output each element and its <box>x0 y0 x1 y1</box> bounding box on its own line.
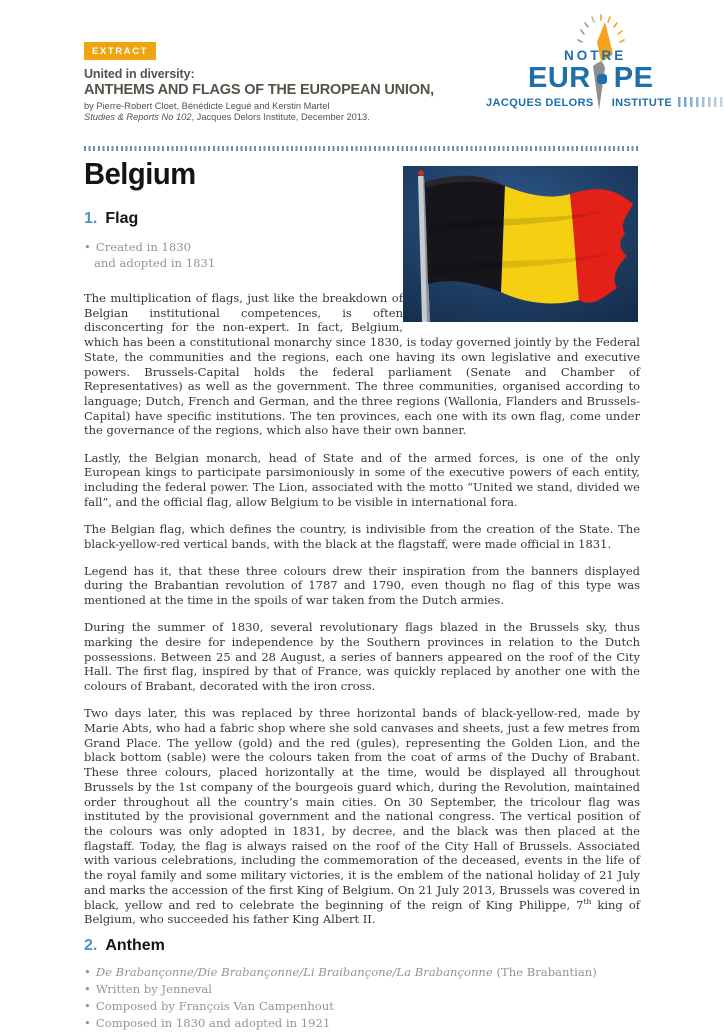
logo-notre-text: NOTRE <box>564 48 627 63</box>
series-rest: , Jacques Delors Institute, December 2013. <box>191 112 370 122</box>
logo-europe-text <box>528 61 653 93</box>
paragraph-6-tail: king of Belgium, who succeeded his father King Albert II. <box>84 897 640 927</box>
flag-bullet-list <box>84 239 215 271</box>
flag-section-title: Flag <box>105 210 139 227</box>
anthem-bullet-list <box>84 964 640 1032</box>
logo-europe-left: EUR <box>528 62 591 94</box>
extract-badge: EXTRACT <box>84 42 156 60</box>
anthem-bullet-1 <box>84 964 640 981</box>
compass-pivot-dot-icon <box>597 74 607 84</box>
flag-section-heading <box>84 210 138 228</box>
bullet-marker: • <box>84 965 91 980</box>
paragraph-1-text: The multiplication of flags, just like the breakdown of Belgian institutional competences, is often disconcerting for the non-expert. In fact, Belgium, which has been a constitutional monarchy since 1830, is today governed jointly by the Federal State, the communities and the regions, each one having its own legislative and executive powers. Brussels-Capital holds the federal parliament (Senate and Chamber of Representatives) as well as the government. The three communities, organised according to language; Dutch, French and German, and the three regions (Wallonia, Flanders and Brussels-Capital) have specific institutions. The ten provinces, each one with its own flag, come under the governance of the regions, which also have their own banner. <box>84 291 640 438</box>
pole-finial <box>418 170 424 176</box>
series-name: Studies & Reports No 102 <box>84 112 192 122</box>
logo-jacques-delors: JACQUES DELORS <box>486 97 594 109</box>
anthem-title-english: (The Brabantian) <box>492 965 597 980</box>
report-series-line <box>84 112 370 122</box>
logo-institute-text <box>486 97 724 109</box>
paragraph-1 <box>84 291 640 438</box>
report-title-line1: United in diversity: <box>84 67 195 81</box>
paragraph-6 <box>84 706 640 927</box>
paragraph-2: Lastly, the Belgian monarch, head of State and of the armed forces, is one of the only European kings to participate parsimoniously in some of the executive powers of each entity, including the federal power. The Lion, associated with the motto “United we stand, divided we fall”, and the official flag, allow Belgium to be visible in international fora. <box>84 450 640 509</box>
logo-compass-gap <box>591 61 614 87</box>
anthem-bullet-3 <box>84 998 640 1015</box>
anthem-section-number: 2. <box>84 937 98 955</box>
paragraph-6-lead: Two days later, this was replaced by three horizontal bands of black-yellow-red, made by Marie Abts, who had a fabric shop where she sold canvases and sheets, just a few metres from Grand Place. The yellow (gold) and the red (gules), representing the Golden Lion, and the black bottom (sable) were the colours taken from the coat of arms of the Duchy of Brabant. These three colours, placed horizontally at the time, would be displayed all throughout Brussels by the 1st company of the bourgeois guard which, during the Revolution, maintained order throughout all the country’s main cities. On 30 September, the tricolour flag was instituted by the provisional government and the national congress. The vertical position of the colours was only adopted in 1831, by decree, and the black was then placed at the flagstaff. Today, the flag is always raised on the roof of the City Hall of Brussels. Associated with various celebrations, including the commemoration of the deceased, events in the life of the royal family and some military victories, it is the emblem of the national holiday of 21 July and marks the accession of the first King of Belgium. On 21 July 2013, Brussels was covered in black, yellow and red to celebrate the beginning of the reign of King Philippe, 7 <box>84 706 640 912</box>
paragraph-5: During the summer of 1830, several revolutionary flags blazed in the Brussels sky, thus marking the desire for independence by the Southern provinces in relation to the Dutch possessions. Between 25 and 28 August, a series of banners appeared on the roof of the City Hall. The first flag, inspired by that of France, was quickly replaced by another one with the colours of Brabant, decorated with the iron cross. <box>84 620 640 694</box>
paragraph-3: The Belgian flag, which defines the country, is indivisible from the creation of the State. The black-yellow-red vertical bands, with the black at the flagstaff, were made official in 1831. <box>84 521 640 551</box>
article-body <box>84 291 640 1032</box>
anthem-section-title: Anthem <box>105 937 165 955</box>
paragraph-4: Legend has it, that these three colours drew their inspiration from the banners displayed during the Brabantian revolution of 1787 and 1790, even though no flag of this type was mentioned at the time in the spoils of war taken from the Dutch armies. <box>84 563 640 608</box>
logo-institute: INSTITUTE <box>611 97 673 109</box>
flag-bullet-line1 <box>84 239 215 255</box>
flag-section-number: 1. <box>84 210 98 227</box>
anthem-dates: Composed in 1830 and adopted in 1921 <box>95 1016 331 1031</box>
bullet-marker: • <box>84 240 91 254</box>
bullet-marker: • <box>84 999 91 1014</box>
flag-bullet-text1: Created in 1830 <box>95 240 192 254</box>
flag-bullet-line2: and adopted in 1831 <box>94 256 216 270</box>
paragraph-6-ordinal: th <box>583 896 592 906</box>
report-byline: by Pierre-Robert Cloet, Bénédicte Legué and Kerstin Martel <box>84 101 330 111</box>
page-title: Belgium <box>84 156 196 191</box>
anthem-titles-italic: De Brabançonne/Die Brabançonne/Li Braibançone/La Brabançonne <box>95 965 493 980</box>
bullet-marker: • <box>84 1016 91 1031</box>
photo-wrap-spacer <box>403 291 640 333</box>
anthem-section-heading <box>84 939 640 954</box>
anthem-writer: Written by Jenneval <box>95 982 212 997</box>
logo-tick-bars-icon <box>678 97 724 107</box>
anthem-bullet-2 <box>84 981 640 998</box>
report-title-line2: ANTHEMS AND FLAGS OF THE EUROPEAN UNION, <box>84 82 434 98</box>
logo-europe-right: PE <box>613 62 654 94</box>
notre-europe-logo <box>486 28 724 120</box>
anthem-composer: Composed by François Van Campenhout <box>95 999 334 1014</box>
dashed-divider <box>84 146 640 151</box>
bullet-marker: • <box>84 982 91 997</box>
